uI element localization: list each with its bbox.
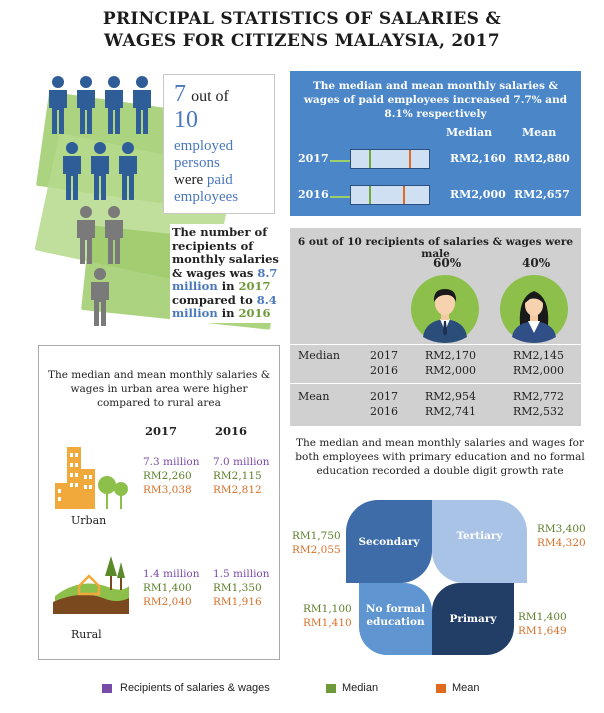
recipients-2016-year: 2016	[238, 306, 271, 320]
female-mean-2017: RM2,772	[513, 390, 565, 403]
gender-median-year-2016: 2016	[370, 364, 398, 377]
noformal-median: RM1,100	[303, 603, 352, 615]
mean-marker-2016	[403, 186, 405, 204]
primary-median: RM1,400	[518, 611, 567, 623]
secondary-label: Secondary	[358, 536, 420, 548]
male-median-2017: RM2,170	[425, 349, 477, 362]
urban-median-2016: RM2,115	[213, 470, 262, 482]
increase-panel	[290, 71, 581, 216]
divider	[290, 344, 581, 345]
people-pictogram	[38, 74, 168, 332]
person-icon	[105, 76, 123, 134]
increase-mean-2016: RM2,657	[514, 188, 570, 201]
person-icon	[77, 76, 95, 134]
divider	[290, 383, 581, 384]
person-icon	[77, 206, 95, 264]
employed-total: 10	[174, 107, 198, 133]
recipients-2017-value: 8.7 million	[172, 265, 278, 293]
increase-header: The median and mean monthly salaries & wages of paid employees increased 7.7% and 8.1% respectively	[303, 80, 568, 120]
secondary-median: RM1,750	[292, 530, 341, 542]
tertiary-median: RM3,400	[537, 523, 586, 535]
increase-year-2017: 2017	[298, 152, 329, 165]
person-icon	[91, 142, 109, 200]
male-percent: 60%	[433, 256, 462, 270]
legend-mean-label: Mean	[452, 682, 480, 694]
gender-panel	[290, 228, 581, 426]
boxplot-2017	[350, 149, 430, 169]
urban-label: Urban	[71, 514, 107, 527]
urban-recip-2016: 7.0 million	[213, 456, 270, 468]
tertiary-tile	[432, 500, 527, 583]
male-avatar-icon	[411, 275, 479, 343]
female-percent: 40%	[522, 256, 551, 270]
tertiary-mean: RM4,320	[537, 537, 586, 549]
legend-recipients-swatch	[102, 684, 112, 693]
rural-recip-2017: 1.4 million	[143, 568, 200, 580]
noformal-mean: RM1,410	[303, 617, 352, 629]
urban-rural-header: The median and mean monthly salaries & wages in urban area were higher compared to rural area	[47, 369, 271, 409]
urban-recip-2017: 7.3 million	[143, 456, 200, 468]
female-mean-2016: RM2,532	[513, 405, 565, 418]
rural-label: Rural	[71, 628, 102, 641]
recipients-compared: compared to	[172, 292, 253, 307]
page-title: PRINCIPAL STATISTICS OF SALARIES & WAGES FOR CITIZENS MALAYSIA, 2017	[102, 9, 502, 51]
persons-word: persons	[174, 155, 220, 171]
male-mean-2017: RM2,954	[425, 390, 477, 403]
gender-mean-year-2016: 2016	[370, 405, 398, 418]
primary-mean: RM1,649	[518, 625, 567, 637]
urban-rural-year1: 2017	[145, 424, 178, 438]
person-icon	[63, 142, 81, 200]
rural-median-2017: RM1,400	[143, 582, 192, 594]
urban-median-2017: RM2,260	[143, 470, 192, 482]
secondary-mean: RM2,055	[292, 544, 341, 556]
gender-header: 6 out of 10 recipients of salaries & wages were male	[297, 236, 574, 260]
legend-mean-swatch	[436, 684, 446, 693]
urban-buildings-icon	[51, 441, 131, 511]
recipients-prefix: The number of recipients of monthly salaries & wages was	[172, 225, 279, 280]
mean-col-header: Mean	[522, 126, 557, 139]
primary-label: Primary	[449, 613, 497, 625]
urban-rural-year2: 2016	[215, 424, 248, 438]
gender-mean-year-2017: 2017	[370, 390, 398, 403]
employed-word: employed	[174, 138, 234, 154]
rural-mean-2017: RM2,040	[143, 596, 192, 608]
median-marker-2017	[369, 150, 371, 168]
male-mean-2016: RM2,741	[425, 405, 477, 418]
employees-word: employees	[174, 189, 239, 205]
noformal-label-1: No formal	[365, 603, 426, 615]
education-header: The median and mean monthly salaries and wages for both employees with primary education and no formal education recorded a double digit growth rate	[295, 437, 585, 477]
rural-mean-2016: RM1,916	[213, 596, 262, 608]
recipients-2017-year: 2017	[238, 279, 271, 293]
person-icon	[119, 142, 137, 200]
median-marker-2016	[369, 186, 371, 204]
increase-median-2017: RM2,160	[450, 152, 506, 165]
recipients-in2: in	[221, 306, 235, 320]
paid-word: paid	[206, 172, 233, 188]
mean-marker-2017	[409, 150, 411, 168]
gender-median-year-2017: 2017	[370, 349, 398, 362]
employed-number: 7	[174, 81, 186, 107]
legend-recipients-label: Recipients of salaries & wages	[120, 682, 270, 694]
employed-stat-box	[163, 74, 275, 214]
increase-mean-2017: RM2,880	[514, 152, 570, 165]
rural-landscape-icon	[51, 546, 131, 616]
male-median-2016: RM2,000	[425, 364, 477, 377]
recipients-in: in	[221, 279, 235, 293]
person-icon	[133, 76, 151, 134]
person-icon	[91, 268, 109, 326]
female-median-2017: RM2,145	[513, 349, 565, 362]
female-median-2016: RM2,000	[513, 364, 565, 377]
urban-mean-2017: RM3,038	[143, 484, 192, 496]
legend-median-swatch	[326, 684, 336, 693]
person-icon	[49, 76, 67, 134]
legend-median-label: Median	[342, 682, 379, 694]
median-col-header: Median	[446, 126, 493, 139]
recipients-2016-value: 8.4 million	[172, 292, 277, 320]
boxplot-2016	[350, 185, 430, 205]
out-of-text: out of	[191, 88, 229, 105]
gender-median-label: Median	[298, 349, 340, 362]
noformal-tile	[359, 583, 432, 655]
tertiary-label: Tertiary	[456, 530, 503, 542]
rural-recip-2016: 1.5 million	[213, 568, 270, 580]
rural-median-2016: RM1,350	[213, 582, 262, 594]
increase-median-2016: RM2,000	[450, 188, 506, 201]
primary-tile	[432, 583, 514, 655]
urban-mean-2016: RM2,812	[213, 484, 262, 496]
female-avatar-icon	[500, 275, 568, 343]
were-word: were	[174, 172, 204, 188]
increase-year-2016: 2016	[298, 188, 329, 201]
noformal-label-2: education	[366, 616, 425, 628]
recipients-text	[170, 224, 290, 323]
person-icon	[105, 206, 123, 264]
urban-rural-panel	[38, 345, 280, 660]
gender-mean-label: Mean	[298, 390, 330, 403]
secondary-tile	[346, 500, 432, 583]
